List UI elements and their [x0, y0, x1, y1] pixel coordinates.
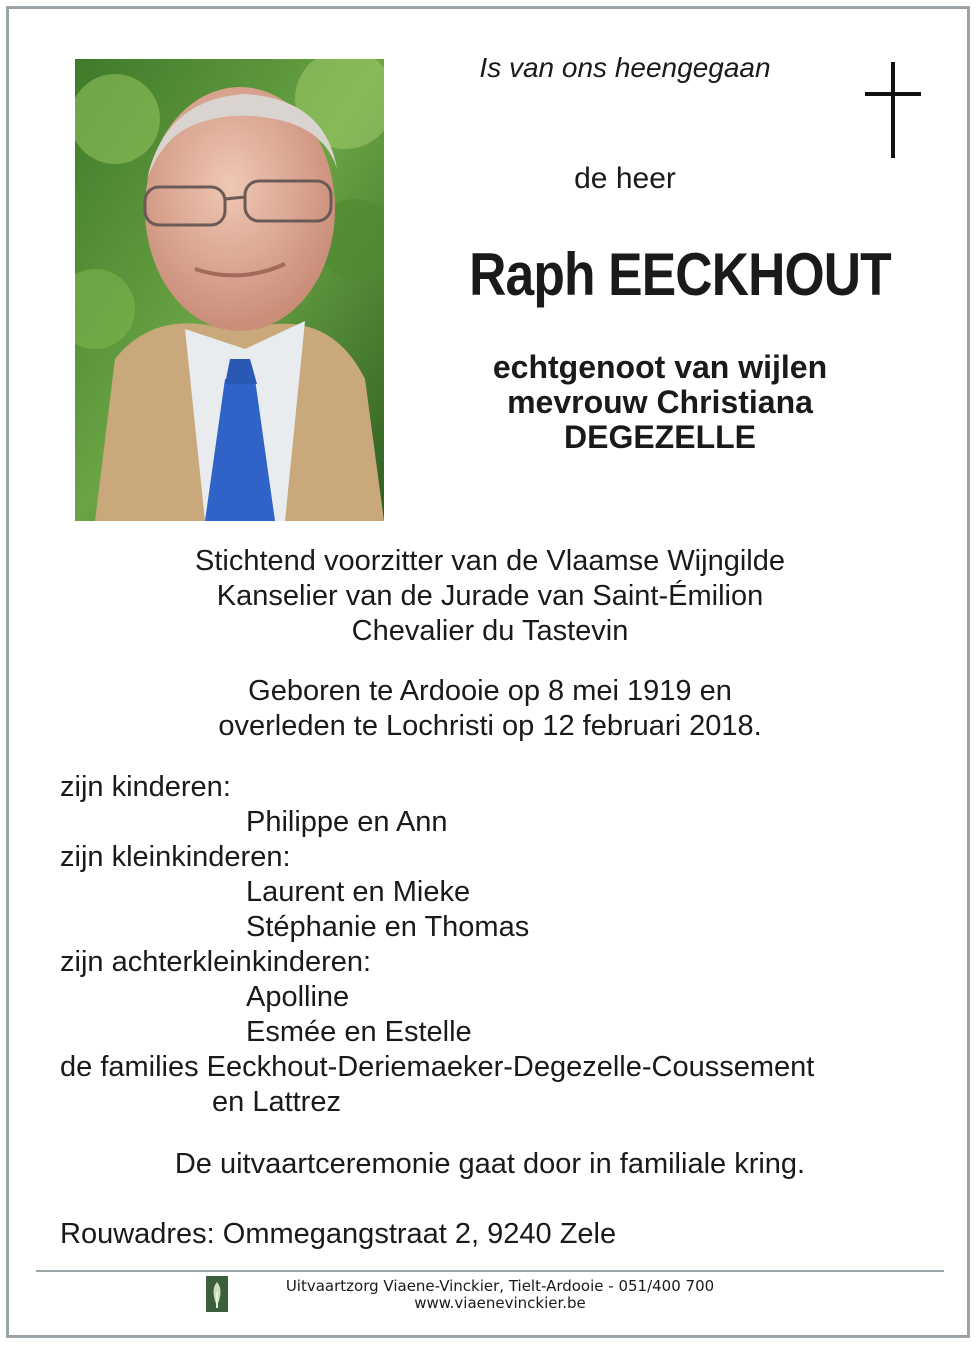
birth-line: Geboren te Ardooie op 8 mei 1919 en [248, 675, 732, 707]
death-line: overleden te Lochristi op 12 februari 2018. [218, 710, 762, 742]
spouse-line: DEGEZELLE [563, 419, 756, 455]
honorific: de heer [574, 162, 676, 195]
funeral-home-logo-icon [206, 1276, 228, 1312]
dates-block [0, 674, 980, 744]
family-block [60, 770, 940, 1120]
footer-website[interactable]: www.viaenevinckier.be [414, 1294, 586, 1312]
portrait-photo [75, 59, 384, 521]
footer-block [250, 1278, 750, 1312]
function-line: Stichtend voorzitter van de Vlaamse Wijngilde [195, 545, 785, 577]
child-entry: Philippe en Ann [246, 806, 448, 838]
spouse-block [430, 350, 890, 455]
mourning-address: Rouwadres: Ommegangstraat 2, 9240 Zele [60, 1218, 617, 1250]
grandchild-entry: Stéphanie en Thomas [246, 911, 530, 943]
deceased-name: Raph EECKHOUT [469, 241, 891, 308]
function-line: Kanselier van de Jurade van Saint-Émilion [216, 580, 764, 612]
intro-text: Is van ons heengegaan [479, 52, 771, 83]
ceremony-text: De uitvaartceremonie gaat door in familiale kring. [174, 1148, 806, 1180]
families-line: de families Eeckhout-Deriemaeker-Degezelle-Coussement [60, 1051, 815, 1083]
greatgrandchild-entry: Esmée en Estelle [246, 1016, 472, 1048]
greatgrandchild-entry: Apolline [246, 981, 350, 1013]
spouse-line: echtgenoot van wijlen [492, 349, 828, 385]
greatgrandchildren-label: zijn achterkleinkinderen: [60, 946, 372, 978]
function-line: Chevalier du Tastevin [351, 615, 629, 647]
grandchildren-label: zijn kleinkinderen: [60, 841, 291, 873]
cross-icon [865, 62, 921, 158]
spouse-line: mevrouw Christiana [507, 384, 813, 420]
functions-block [0, 544, 980, 649]
grandchild-entry: Laurent en Mieke [246, 876, 471, 908]
footer-divider [36, 1270, 944, 1272]
footer-company: Uitvaartzorg Viaene-Vinckier, Tielt-Ardooie - 051/400 700 [285, 1277, 715, 1295]
families-continuation: en Lattrez [212, 1086, 341, 1118]
children-label: zijn kinderen: [60, 771, 231, 803]
